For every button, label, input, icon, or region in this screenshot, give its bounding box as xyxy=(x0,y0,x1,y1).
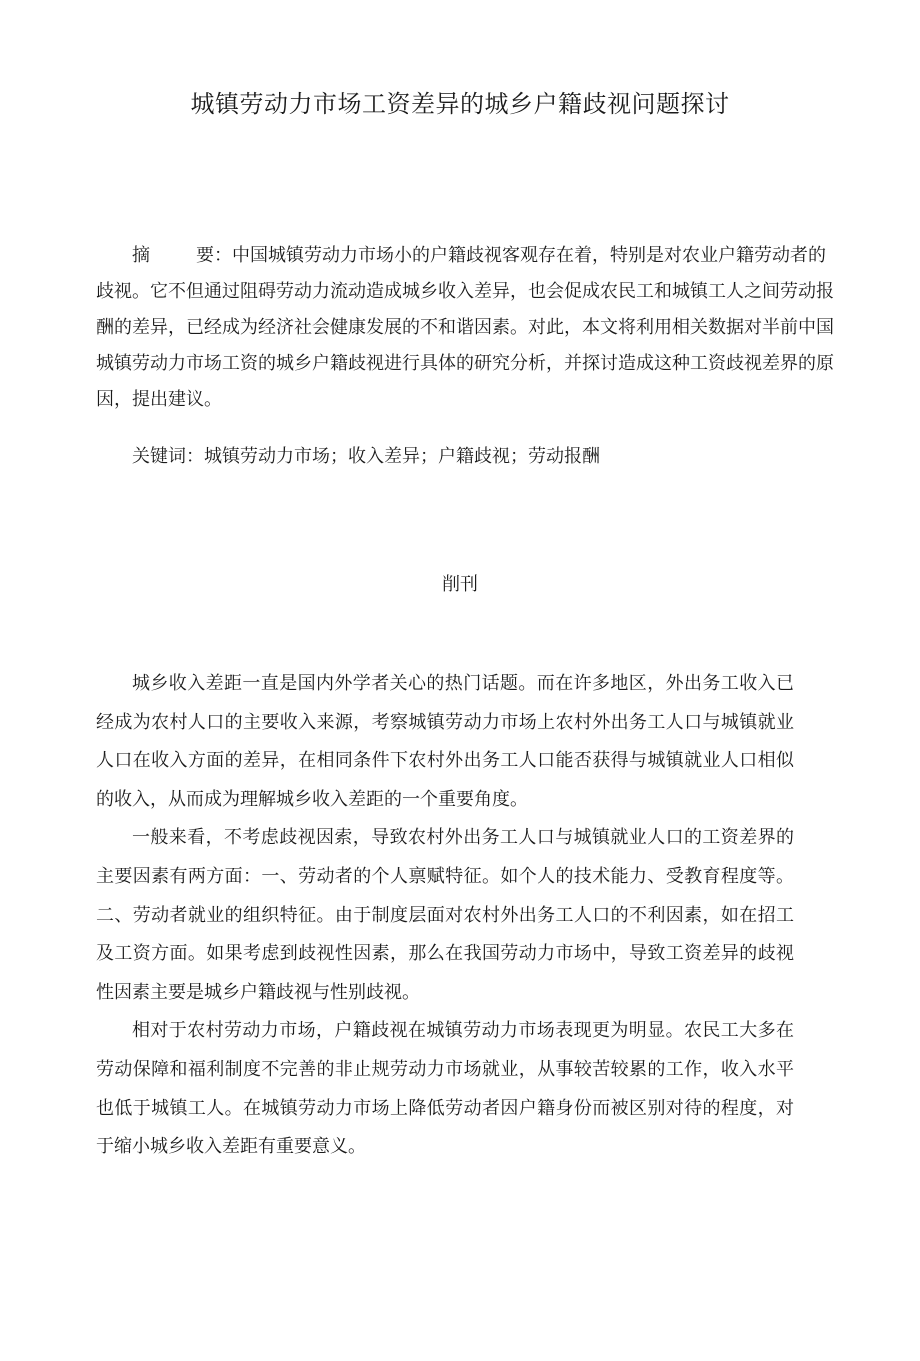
body-paragraph: 城乡收入差距一直是国内外学者关心的热门话题。而在许多地区，外出务工收入已经成为农村人口的主要收入来源，考察城镇劳动力市场上农村外出务工人口与城镇就业人口在收入方面的差异，在相同条件下农村外出务工人口能否获得与城镇就业人口相似的收入，从而成为理解城乡收入差距的一个重要角度。 xyxy=(96,673,794,810)
body-text xyxy=(96,665,794,1167)
body-paragraph: 相对于农村劳动力市场，户籍歧视在城镇劳动力市场表现更为明显。农民工大多在劳动保障和福利制度不完善的非止规劳动力市场就业，从事较苦较累的工作，收入水平也低于城镇工人。在城镇劳动力市场上降低劳动者因户籍身份而被区别对待的程度，对于缩小城乡收入差距有重要意义。 xyxy=(96,1020,794,1158)
body-paragraph: 一般来看，不考虑歧视因索，导致农村外出务工人口与城镇就业人口的工资差界的主要因素有两方面：一、劳动者的个人禀赋特征。如个人的技术能力、受教育程度等。二、劳动者就业的组织特征。由于制度层面对农村外出务工人口的不利因素，如在招工及工资方面。如果考虑到歧视性因素，那么在我国劳动力市场中，导致工资差异的歧视性因素主要是城乡户籍歧视与性别歧视。 xyxy=(96,827,794,1003)
abstract-label-left: 摘 xyxy=(132,245,150,266)
abstract-section xyxy=(96,238,836,418)
keywords-line: 关键词：城镇劳动力市场；收入差异；户籍歧视；劳动报酬 xyxy=(132,446,600,467)
document-title: 城镇劳动力市场工资差异的城乡户籍歧视问题探讨 xyxy=(190,90,730,118)
section-heading: 削刊 xyxy=(442,574,478,595)
abstract-label-right: 要： xyxy=(196,245,232,266)
abstract-text: 中国城镇劳动力市场小的户籍歧视客观存在着，特别是对农业户籍劳动者的歧视。它不但通过阻碍劳动力流动造成城乡收入差异，也会促成农民工和城镇工人之间劳动报酬的差异，已经成为经济社会健康发展的不和谐因素。对此，本文将利用相关数据对半前中国城镇劳动力市场工资的城乡户籍歧视进行具体的研究分析，并探讨造成这种工资歧视差界的原因，提出建议。 xyxy=(96,245,834,410)
abstract-paragraph xyxy=(96,238,836,418)
